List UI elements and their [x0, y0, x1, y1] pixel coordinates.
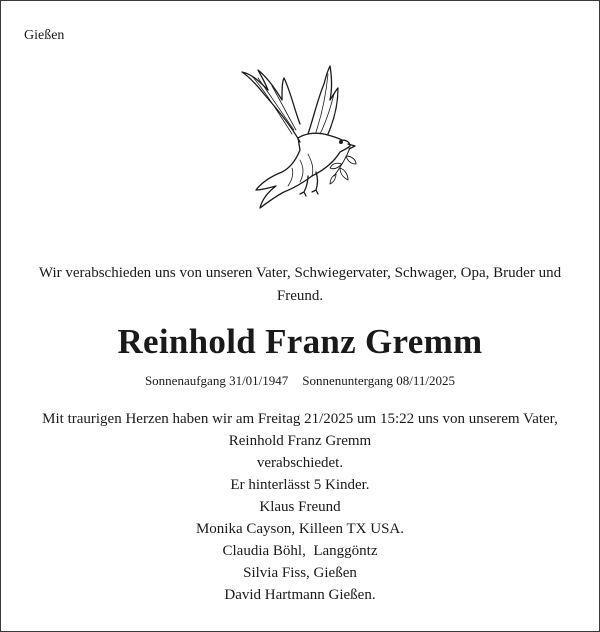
intro-line: Wir verabschieden uns von unseren Vater, Schwiegervater, Schwager, Opa, Bruder und [38, 265, 562, 281]
location-label: Gießen [24, 28, 65, 43]
body-line: verabschiedet. [256, 455, 344, 471]
body-line: Reinhold Franz Gremm [228, 433, 372, 449]
child-name: Monika Cayson, Killeen TX USA. [195, 521, 405, 537]
body-line: Er hinterlässt 5 Kinder. [230, 477, 370, 493]
intro-line: Freund. [276, 288, 324, 304]
child-name: David Hartmann Gießen. [224, 587, 376, 603]
death-date: Sonnenuntergang 08/11/2025 [302, 373, 456, 388]
child-name: Claudia Böhl, Langgöntz [222, 543, 378, 559]
deceased-name: Reinhold Franz Gremm [117, 322, 483, 361]
body-line: Mit traurigen Herzen haben wir am Freitag 21/2025 um 15:22 uns von unserem Vater, [42, 411, 558, 427]
birth-date: Sonnenaufgang 31/01/1947 [144, 373, 289, 388]
child-name: Silvia Fiss, Gießen [243, 565, 357, 581]
notice-body [0, 408, 600, 606]
child-name: Klaus Freund [259, 499, 341, 515]
life-dates [0, 373, 600, 389]
intro-text [0, 262, 600, 308]
dove-icon [238, 64, 362, 214]
